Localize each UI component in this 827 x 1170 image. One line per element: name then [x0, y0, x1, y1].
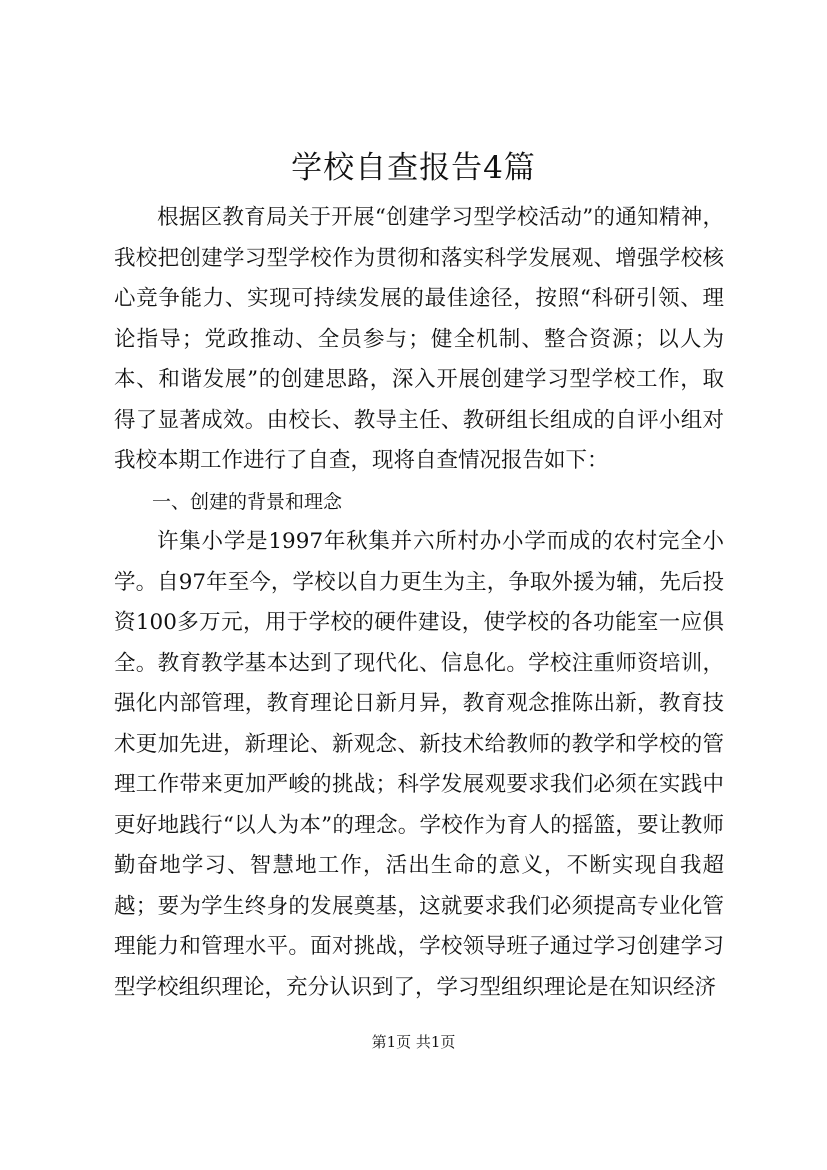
paragraph-background: 许集小学是1997年秋集并六所村办小学而成的农村完全小学。自97年至今，学校以自力更生为主，争取外援为辅，先后投资100多万元，用于学校的硬件建设，使学校的各功能室一应俱全。教育教学基本达到了现代化、信息化。学校注重师资培训，强化内部管理，教育理论日新月异，教育观念推陈出新，教育技术更加先进，新理论、新观念、新技术给教师的教学和学校的管理工作带来更加严峻的挑战；科学发展观要求我们必须在实践中更好地践行“以人为本”的理念。学校作为育人的摇篮，要让教师勤奋地学习、智慧地工作，活出生命的意义，不断实现自我超越；要为学生终身的发展奠基，这就要求我们必须提高专业化管理能力和管理水平。面对挑战，学校领导班子通过学习创建学习型学校组织理论，充分认识到了，学习型组织理论是在知识经济 [114, 529, 724, 1000]
paragraph-intro: 根据区教育局关于开展“创建学习型学校活动”的通知精神，我校把创建学习型学校作为贯彻和落实科学发展观、增强学校核心竞争能力、实现可持续发展的最佳途径，按照“科研引领、理论指导；党政推动、全员参与；健全机制、整合资源；以人为本、和谐发展”的创建思路，深入开展创建学习型学校工作，取得了显著成效。由校长、教导主任、教研组长组成的自评小组对我校本期工作进行了自查，现将自查情况报告如下： [114, 205, 724, 473]
page-footer: 第1页 共1页 [371, 1033, 456, 1051]
document-title: 学校自查报告4篇 [291, 150, 536, 186]
document-body [114, 198, 724, 1008]
section-heading-background: 一、创建的背景和理念 [152, 490, 343, 513]
